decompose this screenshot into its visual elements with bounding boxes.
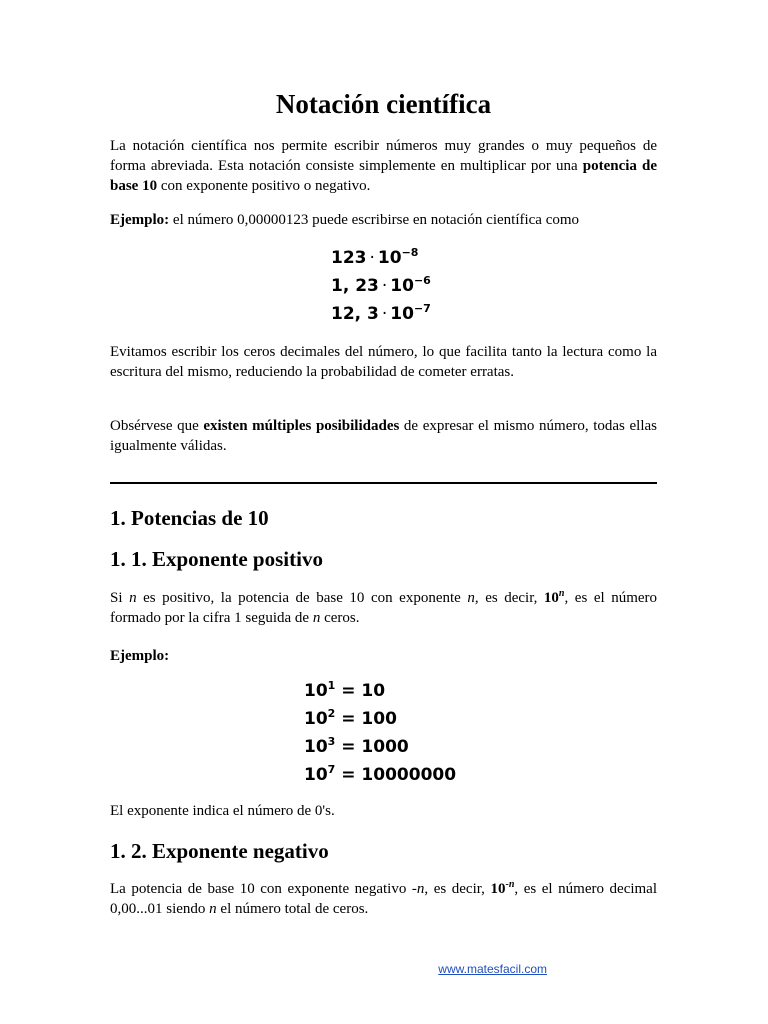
power-equations: [304, 677, 456, 789]
equation-row: 12, $3 \cdot 10^{-7}$: [331, 302, 431, 324]
observe-paragraph: Obsérvese que existen múltiples posibilidades de expresar el mismo número, todas ellas igualmente válidas.: [110, 418, 657, 454]
page-title: Notación científica: [275, 89, 492, 119]
equation-row: $123 \cdot 10^{-8}$: [331, 246, 419, 268]
equation-row: $10^2 = 100$: [304, 707, 397, 729]
intro-paragraph: La notación científica nos permite escribir números muy grandes o muy pequeños de forma abreviada. Esta notación consiste simplemente en multiplicar por una potencia de base 10 con exponente positivo o negativo.: [110, 138, 657, 194]
equation-row: $10^3 = 1000$: [304, 735, 409, 757]
example-label: Ejemplo:: [110, 648, 170, 664]
footer-website-link[interactable]: www.matesfacil.com: [438, 962, 547, 976]
section-divider: [110, 482, 657, 484]
scientific-equations: [331, 244, 431, 328]
equation-row: $10^1 = 10$: [304, 679, 386, 701]
positive-exponent-paragraph: Si n es positivo, la potencia de base 10 con exponente n, es decir, 10$^n$, es el número formado por la cifra 1 seguida de n ceros.: [110, 588, 658, 626]
section-heading-powers: 1. Potencias de 10: [110, 506, 269, 530]
equation-row: $10^7 = 10000000$: [304, 763, 457, 785]
exponent-note: El exponente indica el número de 0's.: [110, 803, 335, 819]
section-heading-negative: 1. 2. Exponente negativo: [110, 839, 329, 863]
avoid-zeros-paragraph: Evitamos escribir los ceros decimales del número, lo que facilita tanto la lectura como la escritura del mismo, reduciendo la probabilidad de cometer erratas.: [110, 344, 657, 380]
negative-exponent-paragraph: La potencia de base 10 con exponente negativo -n, es decir, $10^{-n}$, es el número decimal 0,00...01 siendo n el número total de ceros.: [110, 879, 658, 917]
section-heading-positive: 1. 1. Exponente positivo: [110, 547, 323, 571]
equation-row: 1, $23 \cdot 10^{-6}$: [331, 274, 431, 296]
example-intro: Ejemplo: el número 0,00000123 puede escribirse en notación científica como: [110, 212, 580, 228]
